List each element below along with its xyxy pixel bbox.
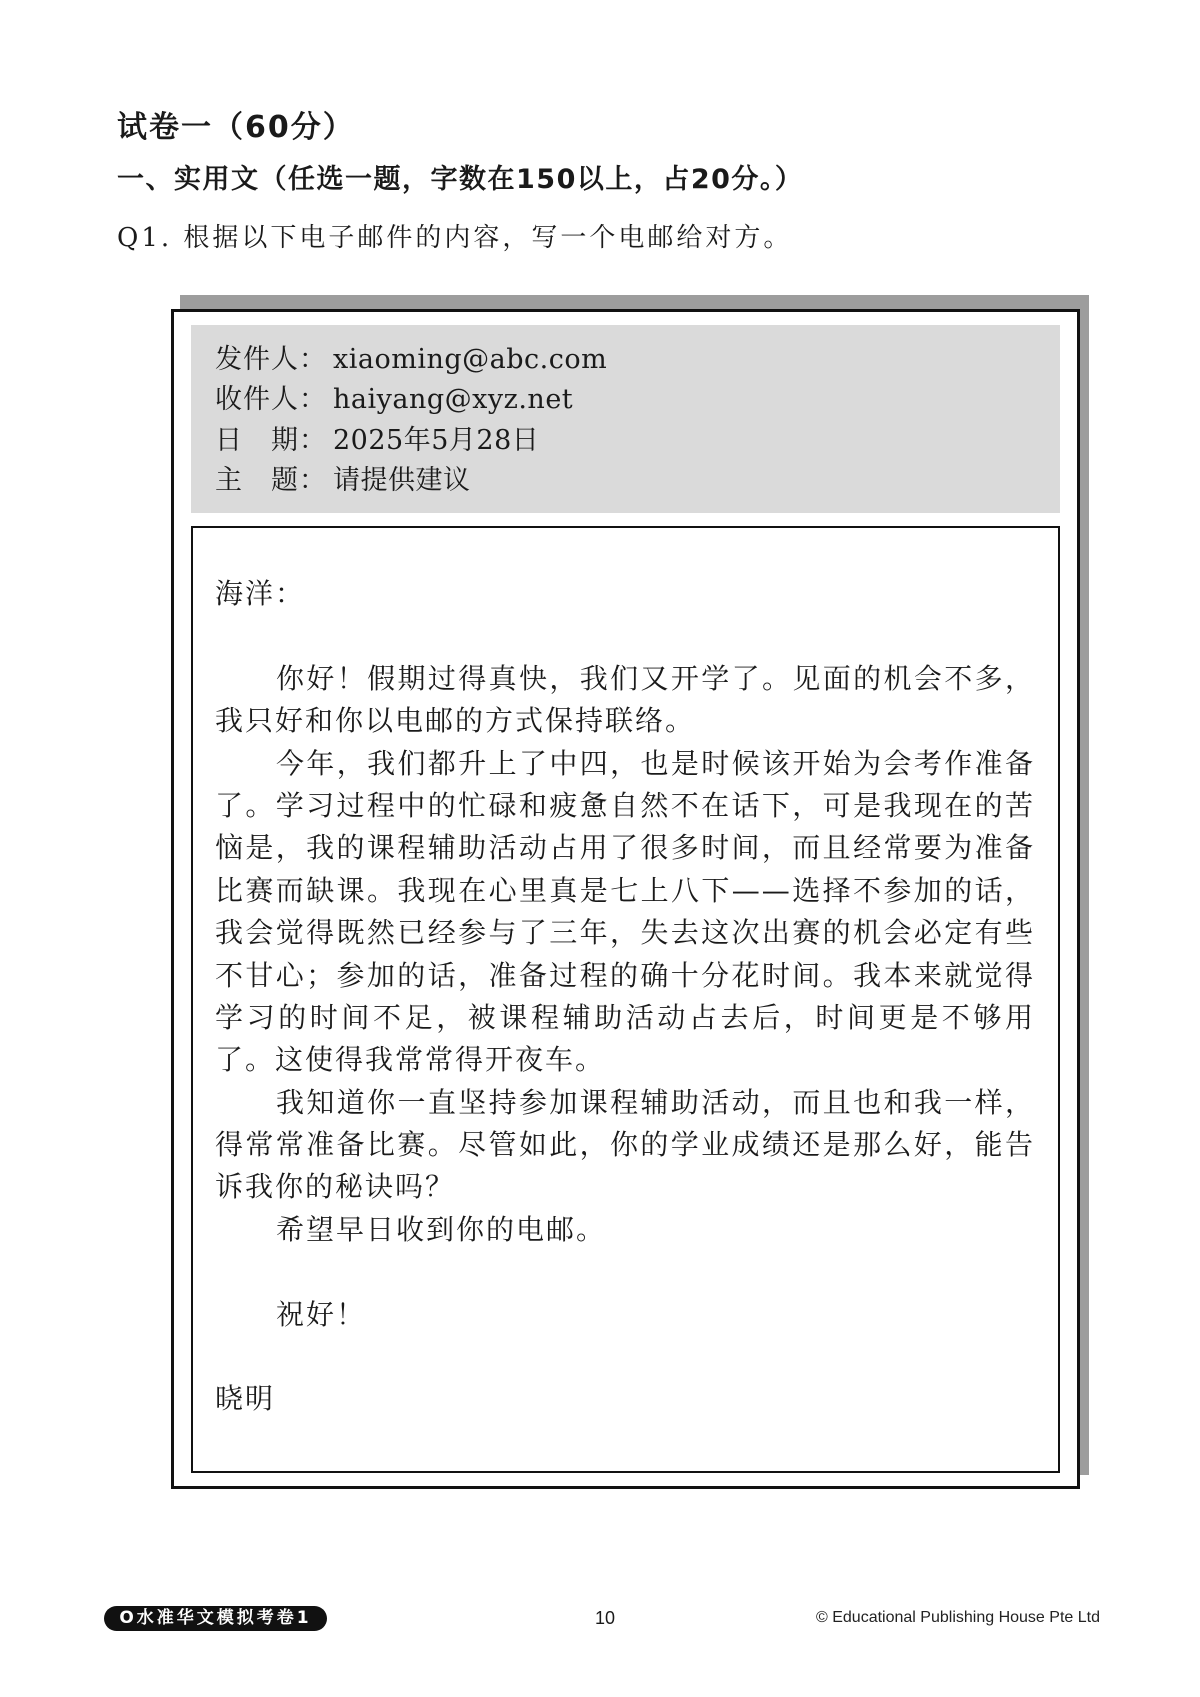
body-line: 恼是，我的课程辅助活动占用了很多时间，而且经常要为准备 [215,831,1035,865]
body-line: 得常常准备比赛。尽管如此，你的学业成绩还是那么好，能告 [215,1128,1035,1162]
body-line: 不甘心；参加的话，准备过程的确十分花时间。我本来就觉得 [215,958,1035,992]
salutation: 海洋： [215,577,306,610]
body-line: 我会觉得既然已经参与了三年，失去这次出赛的机会必定有些 [215,916,1035,950]
question-prompt: Q1. 根据以下电子邮件的内容，写一个电邮给对方。 [117,223,793,253]
book-title-badge: O水准华文模拟考卷1 [104,1606,327,1631]
copyright-notice: © Educational Publishing House Pte Ltd [816,1609,1100,1626]
sender-label: 发件人： [215,344,327,375]
body-line: 希望早日收到你的电邮。 [276,1212,607,1246]
subject-label: 主 题： [215,464,327,496]
paragraph-3 [215,1082,1035,1209]
body-line: 了。这使得我常常得开夜车。 [215,1043,606,1077]
body-line: 我知道你一直坚持参加课程辅助活动，而且也和我一样， [276,1085,1035,1119]
header-row-date [215,421,607,461]
paragraph-1 [215,658,1035,743]
sender-address: xiaoming@abc.com [333,344,608,375]
body-line: 今年，我们都升上了中四，也是时候该开始为会考作准备 [276,746,1035,780]
blank-line [215,615,1035,657]
body-line: 诉我你的秘诀吗？ [215,1170,456,1204]
paragraph-4 [215,1209,1035,1251]
paragraph-2 [215,743,1035,1082]
body-line: 了。学习过程中的忙碌和疲惫自然不在话下，可是我现在的苦 [215,788,1035,822]
section-heading: 一、实用文（任选一题，字数在150以上，占20分。） [117,164,804,195]
subject-value: 请提供建议 [333,464,471,496]
signature: 晓明 [215,1382,276,1416]
body-line: 比赛而缺课。我现在心里真是七上八下——选择不参加的话， [215,873,1035,907]
body-line: 我只好和你以电邮的方式保持联络。 [215,704,696,738]
page-number: 10 [594,1608,616,1628]
email-body [215,573,1035,1421]
blank-line [215,1336,1035,1378]
email-header [215,340,607,501]
paper-title: 试卷一（60分） [117,110,355,145]
body-line: 学习的时间不足，被课程辅助活动占去后，时间更是不够用 [215,1000,1035,1034]
date-value: 2025年5月28日 [333,424,540,456]
header-row-sender [215,340,607,380]
closing: 祝好！ [276,1297,367,1331]
recipient-address: haiyang@xyz.net [333,384,574,416]
blank-line [215,1251,1035,1293]
header-row-recipient [215,380,607,420]
recipient-label: 收件人： [215,384,327,416]
body-line: 你好！假期过得真快，我们又开学了。见面的机会不多， [276,661,1035,695]
header-row-subject [215,461,607,501]
date-label: 日 期： [215,424,327,456]
